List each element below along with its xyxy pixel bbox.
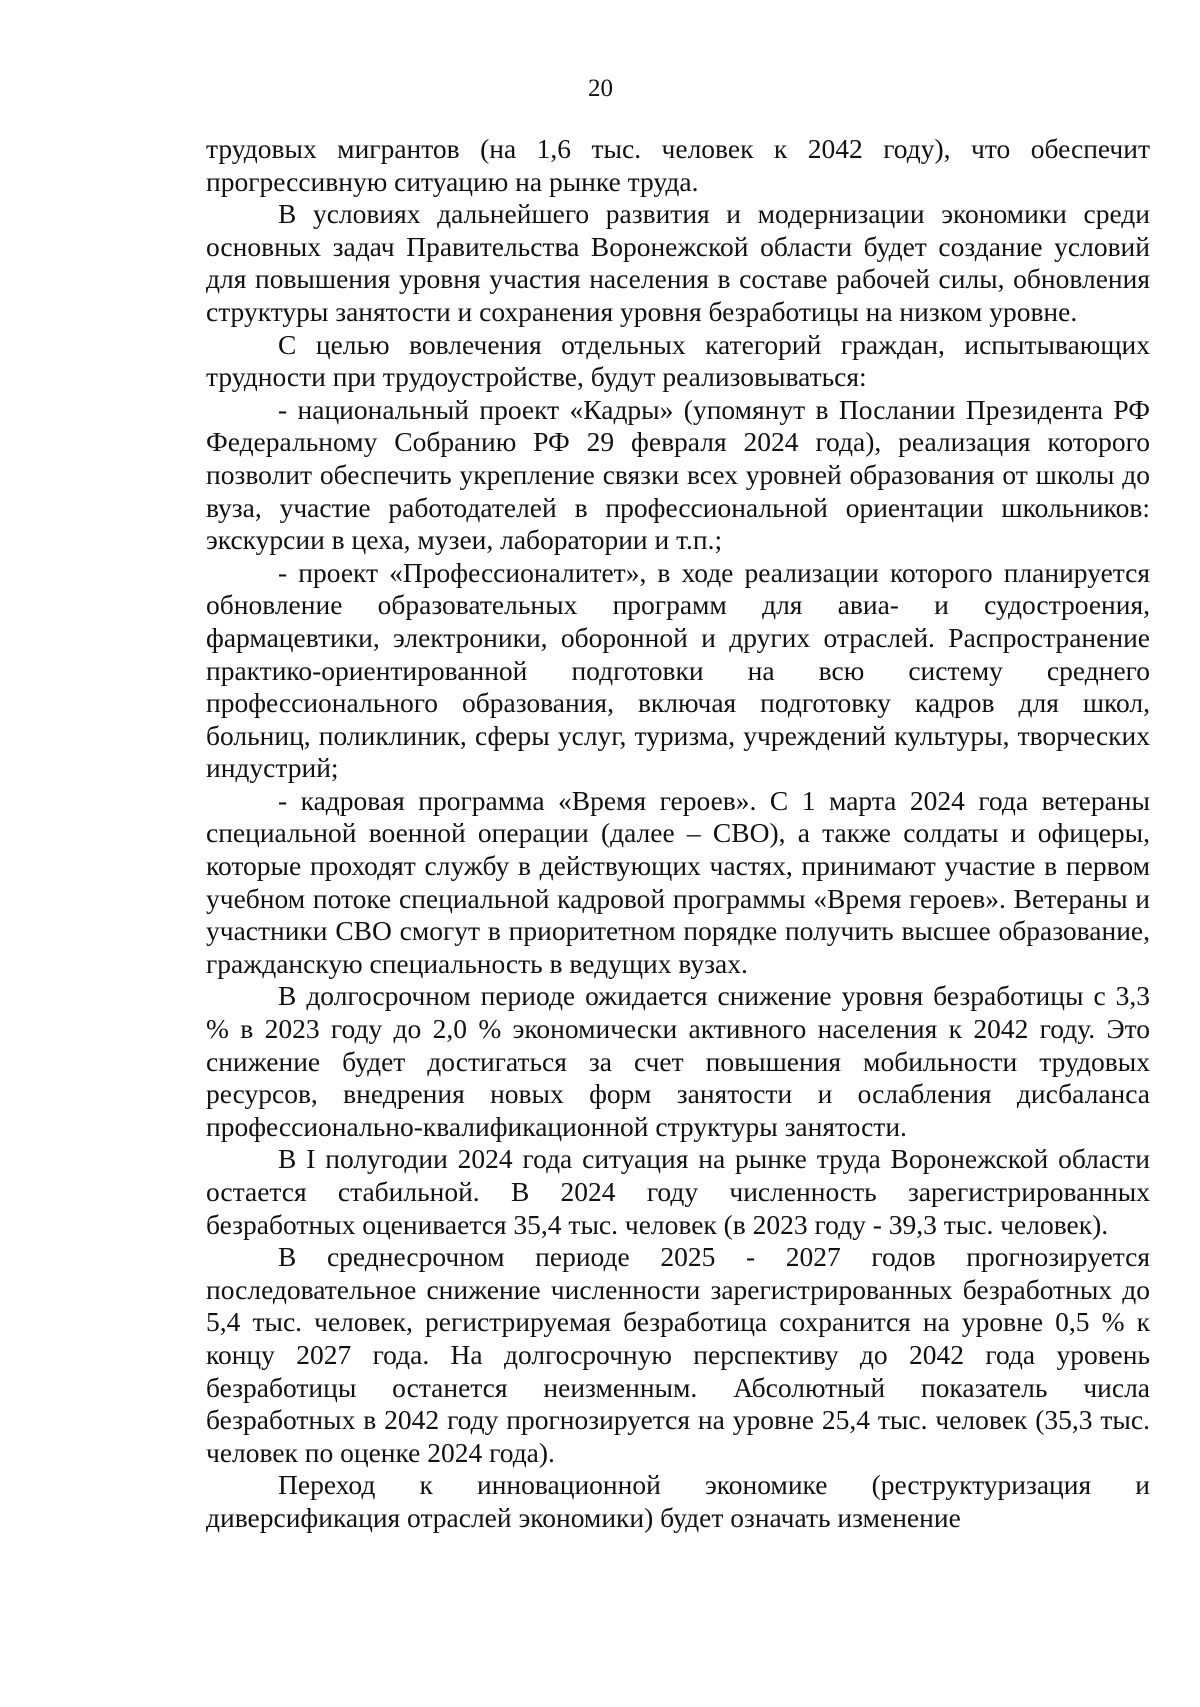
list-item-paragraph: - кадровая программа «Время героев». С 1 марта 2024 года ветераны специальной военной операции (далее – СВО), а также солдаты и офицеры, которые проходят службу в действующих частях, принимают участие в первом учебном потоке специальной кадровой программы «Время героев». Ветераны и участники СВО смогут в приоритетном порядке получить высшее образование, гражданскую специальность в ведущих вузах. <box>206 784 1150 979</box>
list-item-paragraph: - национальный проект «Кадры» (упомянут в Послании Президента РФ Федеральному Собранию РФ 29 февраля 2024 года), реализация которого позволит обеспечить укрепление связки всех уровней образования от школы до вуза, участие работодателей в профессиональной ориентации школьников: экскурсии в цеха, музеи, лаборатории и т.п.; <box>206 393 1150 556</box>
paragraph: В I полугодии 2024 года ситуация на рынке труда Воронежской области остается стабильной. В 2024 году численность зарегистрированных безработных оценивается 35,4 тыс. человек (в 2023 году - 39,3 тыс. человек). <box>206 1143 1150 1240</box>
paragraph: В долгосрочном периоде ожидается снижение уровня безработицы с 3,3 % в 2023 году до 2,0 % экономически активного населения к 2042 году. Это снижение будет достигаться за счет повышения мобильности трудовых ресурсов, внедрения новых форм занятости и ослабления дисбаланса профессионально-квалификационной структуры занятости. <box>206 980 1150 1142</box>
paragraph: С целью вовлечения отдельных категорий граждан, испытывающих трудности при трудоустройстве, будут реализовываться: <box>206 328 1150 393</box>
paragraph: Переход к инновационной экономике (реструктуризация и диверсификация отраслей экономики) будет означать изменение <box>206 1469 1150 1533</box>
paragraph: В условиях дальнейшего развития и модернизации экономики среди основных задач Правительства Воронежской области будет создание условий для повышения уровня участия населения в составе рабочей силы, обновления структуры занятости и сохранения уровня безработицы на низком уровне. <box>206 198 1150 327</box>
paragraph: В среднесрочном периоде 2025 - 2027 годов прогнозируется последовательное снижение численности зарегистрированных безработных до 5,4 тыс. человек, регистрируемая безработица сохранится на уровне 0,5 % к концу 2027 года. На долгосрочную перспективу до 2042 года уровень безработицы останется неизменным. Абсолютный показатель числа безработных в 2042 году прогнозируется на уровне 25,4 тыс. человек (35,3 тыс. человек по оценке 2024 года). <box>206 1241 1150 1468</box>
page-number: 20 <box>588 75 613 102</box>
paragraph: трудовых мигрантов (на 1,6 тыс. человек к 2042 году), что обеспечит прогрессивную ситуацию на рынке труда. <box>206 133 1150 197</box>
list-item-paragraph: - проект «Профессионалитет», в ходе реализации которого планируется обновление образовательных программ для авиа- и судостроения, фармацевтики, электроники, оборонной и других отраслей. Распространение практико-ориентированной подготовки на всю систему среднего профессионального образования, включая подготовку кадров для школ, больниц, поликлиник, сферы услуг, туризма, учреждений культуры, творческих индустрий; <box>206 556 1150 784</box>
body-text <box>206 133 1150 1535</box>
